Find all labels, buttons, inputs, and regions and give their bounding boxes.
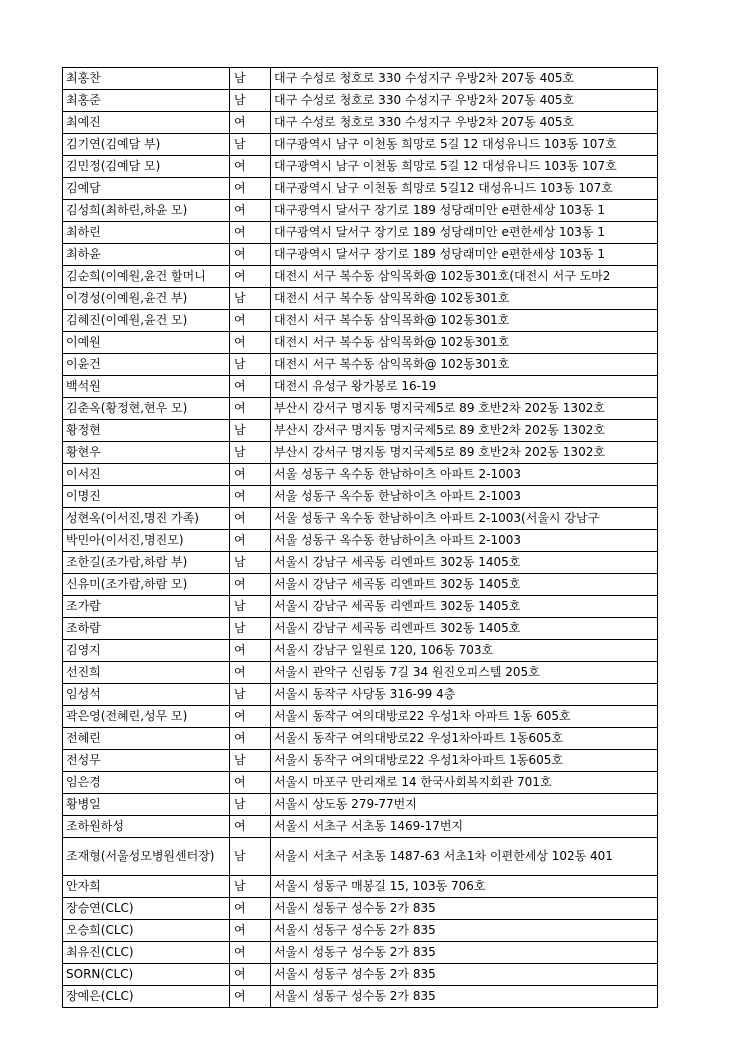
- table-row: [63, 442, 658, 464]
- table-row: [63, 508, 658, 530]
- name-cell: 전혜린: [63, 728, 230, 750]
- address-cell: 서울시 동작구 여의대방로22 우성1차 아파트 1동 605호: [271, 706, 658, 728]
- table-row: [63, 706, 658, 728]
- table-row: [63, 156, 658, 178]
- name-cell: 이서진: [63, 464, 230, 486]
- table-row: [63, 986, 658, 1008]
- address-cell: 서울시 서초구 서초동 1469-17번지: [271, 816, 658, 838]
- gender-cell: 여: [230, 200, 271, 222]
- address-cell: 서울시 강남구 세곡동 리엔파트 302동 1405호: [271, 596, 658, 618]
- name-cell: 김영지: [63, 640, 230, 662]
- name-cell: 신유미(조가람,하람 모): [63, 574, 230, 596]
- name-cell: 오승희(CLC): [63, 920, 230, 942]
- gender-cell: 여: [230, 574, 271, 596]
- table-row: [63, 920, 658, 942]
- address-cell: 서울시 성동구 성수동 2가 835: [271, 942, 658, 964]
- table-row: [63, 464, 658, 486]
- name-cell: 이경성(이예원,윤건 부): [63, 288, 230, 310]
- address-cell: 서울시 동작구 여의대방로22 우성1차아파트 1동605호: [271, 750, 658, 772]
- table-row: [63, 772, 658, 794]
- gender-cell: 여: [230, 816, 271, 838]
- gender-cell: 여: [230, 178, 271, 200]
- address-cell: 부산시 강서구 명지동 명지국제5로 89 호반2차 202동 1302호: [271, 420, 658, 442]
- gender-cell: 남: [230, 552, 271, 574]
- gender-cell: 남: [230, 838, 271, 876]
- gender-cell: 여: [230, 898, 271, 920]
- name-cell: 장예은(CLC): [63, 986, 230, 1008]
- name-cell: 김춘옥(황정현,현우 모): [63, 398, 230, 420]
- gender-cell: 여: [230, 486, 271, 508]
- name-cell: SORN(CLC): [63, 964, 230, 986]
- gender-cell: 여: [230, 728, 271, 750]
- table-row: [63, 178, 658, 200]
- address-cell: 서울시 동작구 여의대방로22 우성1차아파트 1동605호: [271, 728, 658, 750]
- table-row: [63, 310, 658, 332]
- name-cell: 이명진: [63, 486, 230, 508]
- name-cell: 선진희: [63, 662, 230, 684]
- gender-cell: 여: [230, 376, 271, 398]
- address-cell: 서울시 성동구 성수동 2가 835: [271, 986, 658, 1008]
- table-row: [63, 574, 658, 596]
- name-cell: 이윤건: [63, 354, 230, 376]
- gender-cell: 여: [230, 310, 271, 332]
- gender-cell: 여: [230, 942, 271, 964]
- address-cell: 대전시 서구 복수동 삼익목화@ 102동301호(대전시 서구 도마2: [271, 266, 658, 288]
- address-cell: 서울시 관악구 신림동 7길 34 원진오피스텔 205호: [271, 662, 658, 684]
- gender-cell: 남: [230, 876, 271, 898]
- name-cell: 김혜진(이예원,윤건 모): [63, 310, 230, 332]
- gender-cell: 남: [230, 420, 271, 442]
- gender-cell: 여: [230, 986, 271, 1008]
- gender-cell: 여: [230, 398, 271, 420]
- gender-cell: 남: [230, 288, 271, 310]
- address-cell: 대구 수성로 청호로 330 수성지구 우방2차 207동 405호: [271, 90, 658, 112]
- name-cell: 이예원: [63, 332, 230, 354]
- gender-cell: 남: [230, 618, 271, 640]
- gender-cell: 남: [230, 134, 271, 156]
- gender-cell: 여: [230, 112, 271, 134]
- table-row: [63, 134, 658, 156]
- address-cell: 서울시 강남구 세곡동 리엔파트 302동 1405호: [271, 618, 658, 640]
- name-cell: 곽은영(전혜린,성무 모): [63, 706, 230, 728]
- gender-cell: 여: [230, 266, 271, 288]
- table-row: [63, 200, 658, 222]
- name-cell: 김기연(김예담 부): [63, 134, 230, 156]
- address-cell: 대구광역시 남구 이천동 희망로 5길12 대성유니드 103동 107호: [271, 178, 658, 200]
- gender-cell: 여: [230, 640, 271, 662]
- name-cell: 조재형(서울성모병원센터장): [63, 838, 230, 876]
- table-row: [63, 728, 658, 750]
- name-cell: 임은경: [63, 772, 230, 794]
- name-cell: 조하원하성: [63, 816, 230, 838]
- table-row: [63, 750, 658, 772]
- name-cell: 김예담: [63, 178, 230, 200]
- table-row: [63, 596, 658, 618]
- name-cell: 박민아(이서진,명진모): [63, 530, 230, 552]
- table-row: [63, 640, 658, 662]
- table-row: [63, 794, 658, 816]
- address-table-body: [63, 68, 658, 1008]
- name-cell: 안자희: [63, 876, 230, 898]
- name-cell: 조하람: [63, 618, 230, 640]
- table-row: [63, 964, 658, 986]
- gender-cell: 여: [230, 222, 271, 244]
- address-cell: 서울시 성동구 성수동 2가 835: [271, 898, 658, 920]
- address-cell: 대구광역시 남구 이천동 희망로 5길 12 대성유니드 103동 107호: [271, 156, 658, 178]
- gender-cell: 여: [230, 772, 271, 794]
- table-row: [63, 222, 658, 244]
- table-row: [63, 552, 658, 574]
- name-cell: 최유진(CLC): [63, 942, 230, 964]
- address-cell: 서울시 강남구 세곡동 리엔파트 302동 1405호: [271, 574, 658, 596]
- address-cell: 대전시 서구 복수동 삼익목화@ 102동301호: [271, 354, 658, 376]
- address-cell: 대구광역시 달서구 장기로 189 성당래미안 e편한세상 103동 1: [271, 222, 658, 244]
- address-cell: 서울시 서초구 서초동 1487-63 서초1차 이편한세상 102동 401: [271, 838, 658, 876]
- address-cell: 대구광역시 달서구 장기로 189 성당래미안 e편한세상 103동 1: [271, 200, 658, 222]
- table-row: [63, 876, 658, 898]
- address-cell: 대전시 서구 복수동 삼익목화@ 102동301호: [271, 288, 658, 310]
- name-cell: 전성무: [63, 750, 230, 772]
- address-cell: 서울 성동구 옥수동 한남하이츠 아파트 2-1003: [271, 486, 658, 508]
- name-cell: 최하윤: [63, 244, 230, 266]
- gender-cell: 남: [230, 596, 271, 618]
- table-row: [63, 244, 658, 266]
- address-cell: 서울 성동구 옥수동 한남하이츠 아파트 2-1003: [271, 464, 658, 486]
- table-row: [63, 816, 658, 838]
- address-table: [62, 67, 658, 1008]
- name-cell: 황현우: [63, 442, 230, 464]
- address-cell: 서울시 성동구 성수동 2가 835: [271, 920, 658, 942]
- address-cell: 부산시 강서구 명지동 명지국제5로 89 호반2차 202동 1302호: [271, 442, 658, 464]
- address-cell: 서울시 성동구 매봉길 15, 103동 706호: [271, 876, 658, 898]
- gender-cell: 남: [230, 684, 271, 706]
- address-cell: 대전시 서구 복수동 삼익목화@ 102동301호: [271, 310, 658, 332]
- table-row: [63, 684, 658, 706]
- address-cell: 대구광역시 달서구 장기로 189 성당래미안 e편한세상 103동 1: [271, 244, 658, 266]
- address-cell: 서울시 마포구 만리재로 14 한국사회복지회관 701호: [271, 772, 658, 794]
- name-cell: 김성희(최하린,하윤 모): [63, 200, 230, 222]
- address-cell: 서울 성동구 옥수동 한남하이츠 아파트 2-1003: [271, 530, 658, 552]
- table-row: [63, 486, 658, 508]
- address-cell: 부산시 강서구 명지동 명지국제5로 89 호반2차 202동 1302호: [271, 398, 658, 420]
- table-row: [63, 332, 658, 354]
- address-cell: 대구광역시 남구 이천동 희망로 5길 12 대성유니드 103동 107호: [271, 134, 658, 156]
- gender-cell: 남: [230, 68, 271, 90]
- address-cell: 서울시 성동구 성수동 2가 835: [271, 964, 658, 986]
- name-cell: 성현옥(이서진,명진 가족): [63, 508, 230, 530]
- gender-cell: 남: [230, 794, 271, 816]
- gender-cell: 남: [230, 354, 271, 376]
- gender-cell: 여: [230, 706, 271, 728]
- address-cell: 서울시 동작구 사당동 316-99 4층: [271, 684, 658, 706]
- name-cell: 조가람: [63, 596, 230, 618]
- name-cell: 최예진: [63, 112, 230, 134]
- name-cell: 최홍찬: [63, 68, 230, 90]
- address-cell: 대구 수성로 청호로 330 수성지구 우방2차 207동 405호: [271, 68, 658, 90]
- gender-cell: 여: [230, 332, 271, 354]
- gender-cell: 여: [230, 920, 271, 942]
- name-cell: 백석원: [63, 376, 230, 398]
- name-cell: 김민정(김예담 모): [63, 156, 230, 178]
- table-row: [63, 112, 658, 134]
- address-cell: 서울시 강남구 일원로 120, 106동 703호: [271, 640, 658, 662]
- table-row: [63, 420, 658, 442]
- address-cell: 대전시 유성구 왕가봉로 16-19: [271, 376, 658, 398]
- table-row: [63, 266, 658, 288]
- gender-cell: 여: [230, 530, 271, 552]
- table-row: [63, 942, 658, 964]
- table-row: [63, 662, 658, 684]
- table-row: [63, 68, 658, 90]
- name-cell: 최하린: [63, 222, 230, 244]
- address-cell: 대구 수성로 청호로 330 수성지구 우방2차 207동 405호: [271, 112, 658, 134]
- gender-cell: 남: [230, 90, 271, 112]
- name-cell: 황병일: [63, 794, 230, 816]
- table-row: [63, 288, 658, 310]
- name-cell: 임성석: [63, 684, 230, 706]
- table-row: [63, 530, 658, 552]
- gender-cell: 남: [230, 750, 271, 772]
- address-cell: 대전시 서구 복수동 삼익목화@ 102동301호: [271, 332, 658, 354]
- table-row: [63, 898, 658, 920]
- gender-cell: 여: [230, 244, 271, 266]
- address-cell: 서울시 상도동 279-77번지: [271, 794, 658, 816]
- table-row: [63, 90, 658, 112]
- table-row: [63, 838, 658, 876]
- name-cell: 김순희(이예원,윤건 할머니: [63, 266, 230, 288]
- address-cell: 서울 성동구 옥수동 한남하이츠 아파트 2-1003(서울시 강남구: [271, 508, 658, 530]
- address-cell: 서울시 강남구 세곡동 리엔파트 302동 1405호: [271, 552, 658, 574]
- gender-cell: 여: [230, 508, 271, 530]
- name-cell: 최홍준: [63, 90, 230, 112]
- table-row: [63, 354, 658, 376]
- name-cell: 황정현: [63, 420, 230, 442]
- table-row: [63, 376, 658, 398]
- gender-cell: 여: [230, 964, 271, 986]
- gender-cell: 남: [230, 442, 271, 464]
- gender-cell: 여: [230, 662, 271, 684]
- table-row: [63, 618, 658, 640]
- gender-cell: 여: [230, 156, 271, 178]
- table-row: [63, 398, 658, 420]
- gender-cell: 여: [230, 464, 271, 486]
- name-cell: 조한길(조가람,하람 부): [63, 552, 230, 574]
- name-cell: 장승연(CLC): [63, 898, 230, 920]
